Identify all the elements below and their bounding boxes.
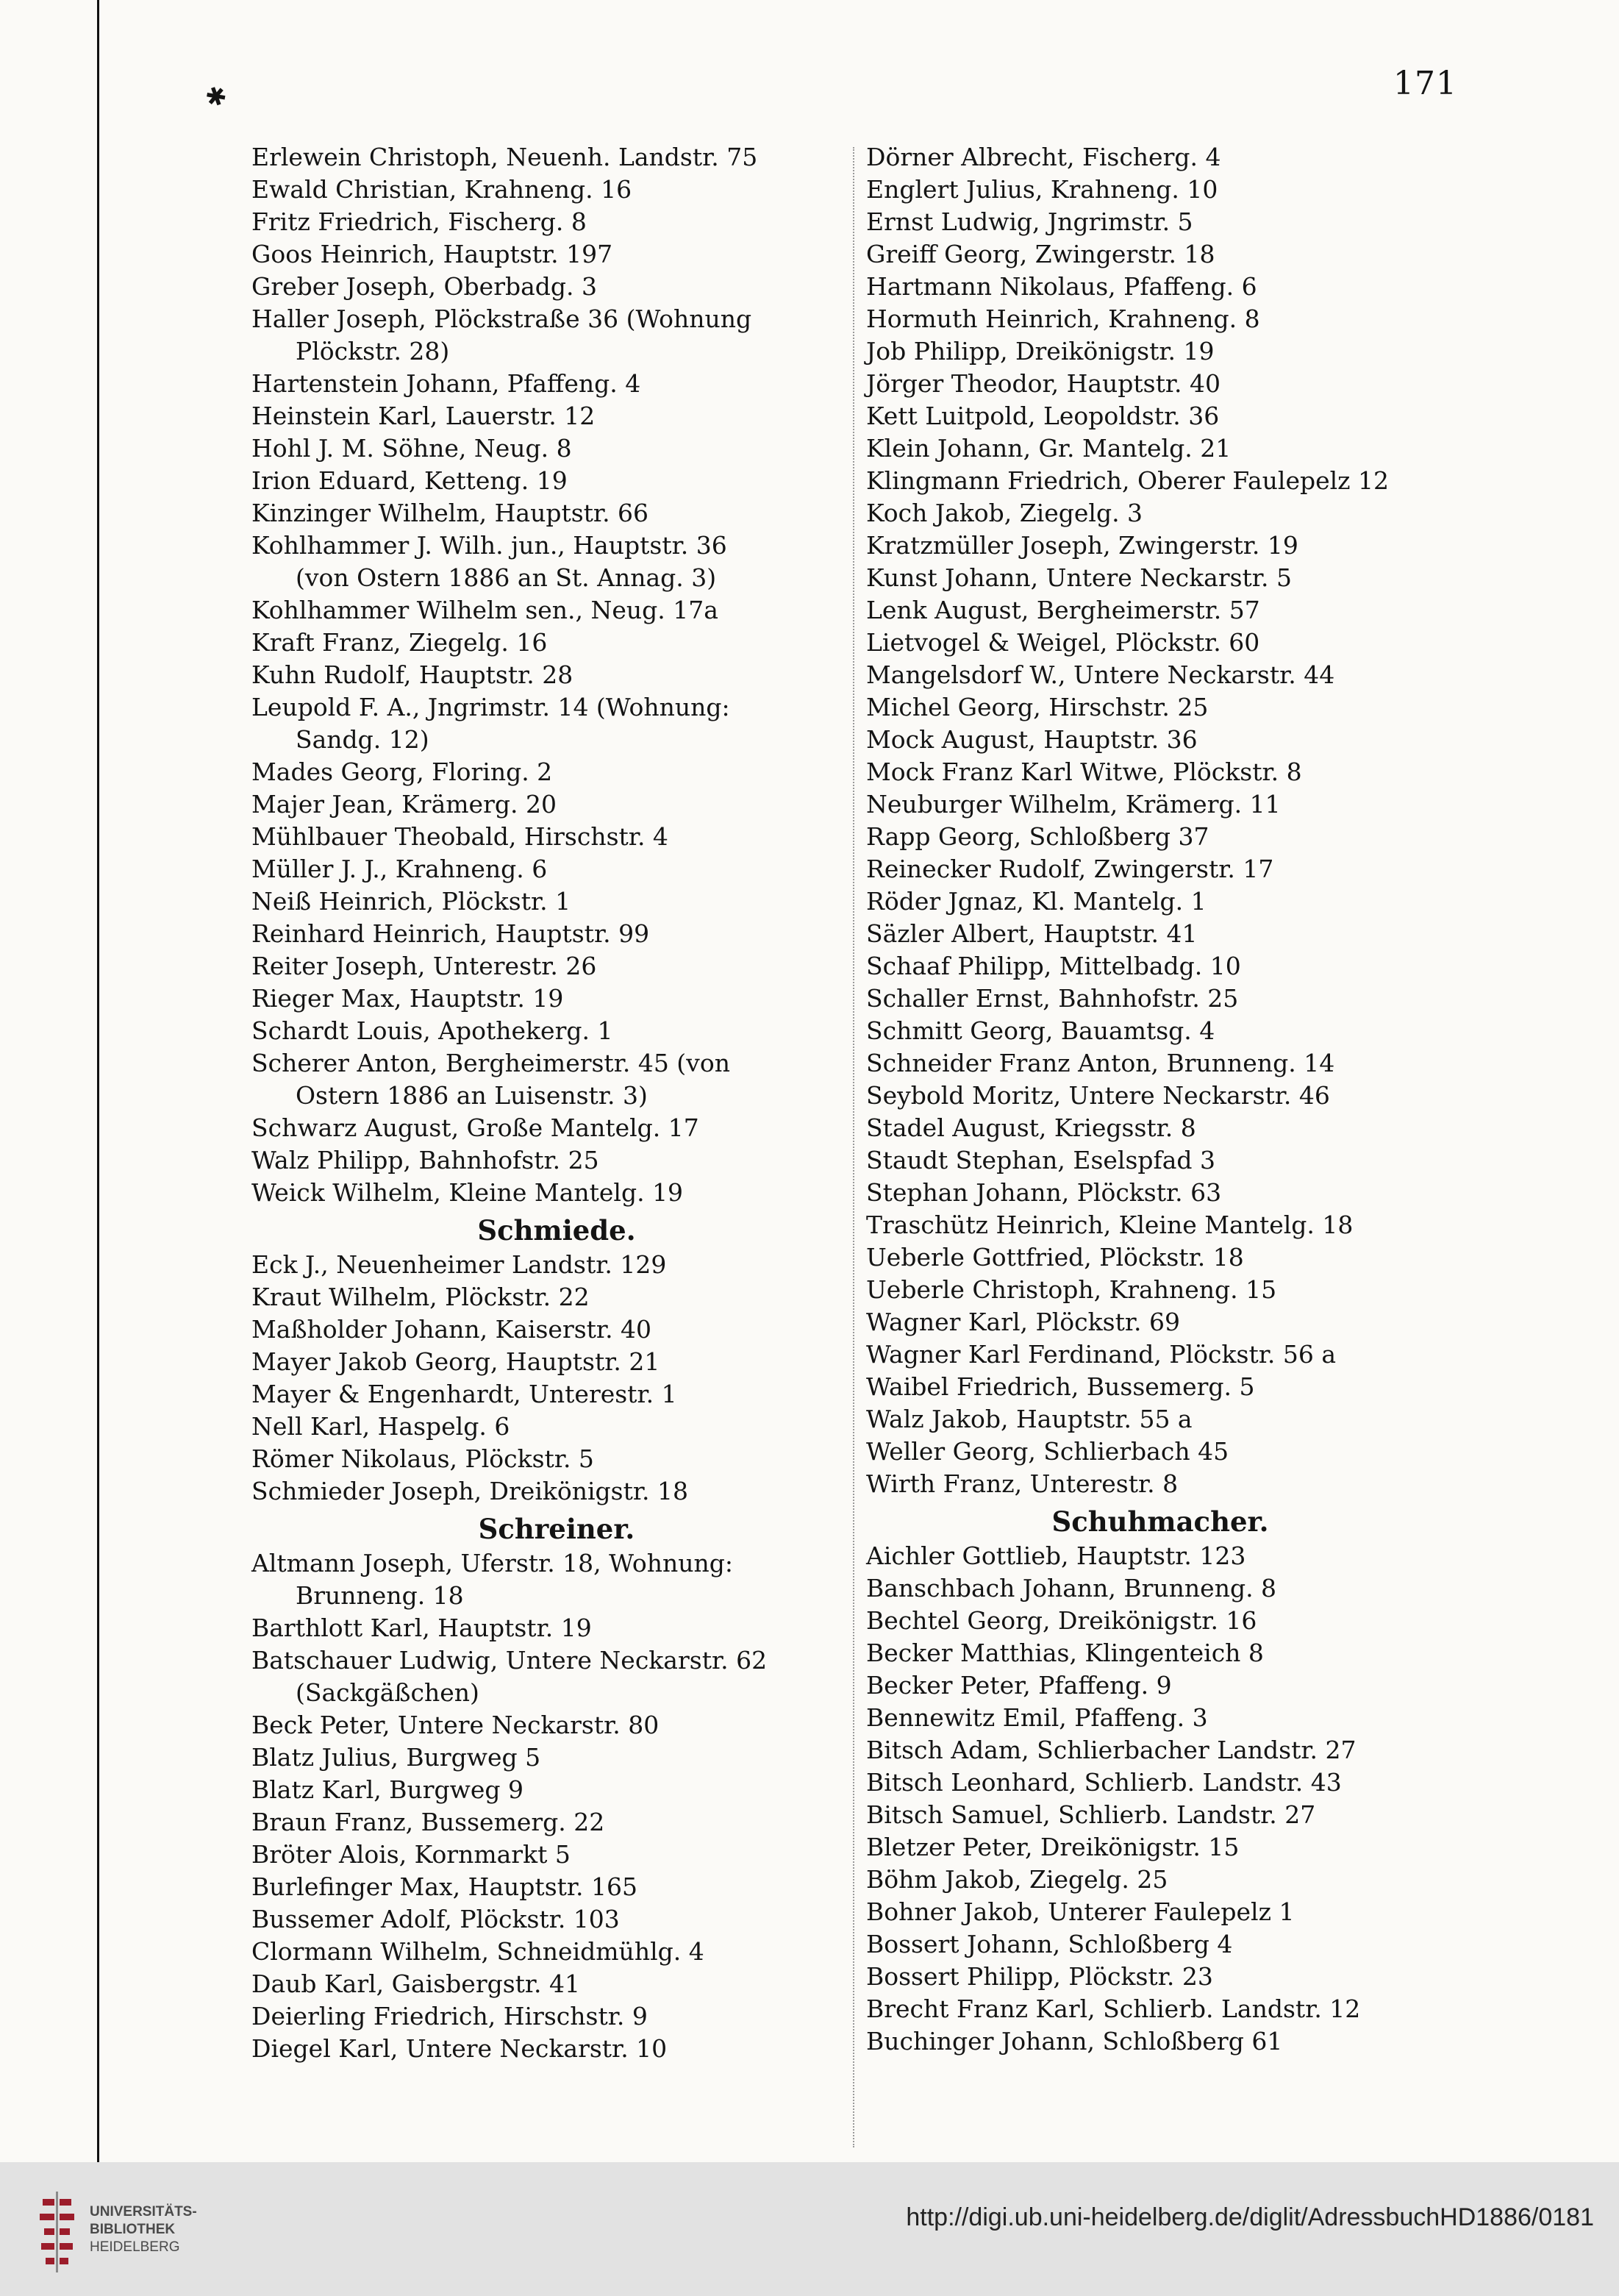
directory-entry: Bussemer Adolf, Plöckstr. 103 (251, 1905, 620, 1933)
directory-entry: Klingmann Friedrich, Oberer Faulepelz 12 (866, 466, 1390, 495)
university-library-logo-icon (37, 2192, 78, 2272)
directory-entry: Stephan Johann, Plöckstr. 63 (866, 1178, 1222, 1207)
entry-continuation: Plöckstr. 28) (296, 337, 450, 366)
directory-entry: Müller J. J., Krahneng. 6 (251, 855, 548, 883)
directory-entry: Barthlott Karl, Hauptstr. 19 (251, 1614, 592, 1642)
directory-entry: Mangelsdorf W., Untere Neckarstr. 44 (866, 660, 1335, 689)
directory-entry: Blatz Julius, Burgweg 5 (251, 1743, 541, 1772)
directory-entry: Klein Johann, Gr. Mantelg. 21 (866, 434, 1232, 463)
page-number: 171 (1393, 65, 1457, 102)
entry-continuation: (Sackgäßchen) (296, 1678, 479, 1707)
directory-entry: Röder Jgnaz, Kl. Mantelg. 1 (866, 887, 1207, 916)
directory-entry: Banschbach Johann, Brunneng. 8 (866, 1574, 1277, 1602)
directory-entry: Bitsch Leonhard, Schlierb. Landstr. 43 (866, 1768, 1342, 1797)
library-name (90, 2203, 197, 2256)
directory-entry: Ernst Ludwig, Jngrimstr. 5 (866, 207, 1193, 236)
directory-entry: Schardt Louis, Apothekerg. 1 (251, 1016, 613, 1045)
directory-entry: Säzler Albert, Hauptstr. 41 (866, 919, 1198, 948)
directory-entry: Becker Peter, Pfaffeng. 9 (866, 1671, 1172, 1700)
directory-entry: Walz Philipp, Bahnhofstr. 25 (251, 1146, 599, 1174)
directory-entry: Brecht Franz Karl, Schlierb. Landstr. 12 (866, 1994, 1361, 2023)
section-heading: Schreiner. (478, 1513, 635, 1545)
directory-entry: Bohner Jakob, Unterer Faulepelz 1 (866, 1897, 1295, 1926)
directory-entry: Ewald Christian, Krahneng. 16 (251, 175, 632, 204)
margin-mark: ✱ (201, 79, 232, 115)
directory-entry: Deierling Friedrich, Hirschstr. 9 (251, 2002, 648, 2031)
directory-entry: Kohlhammer Wilhelm sen., Neug. 17a (251, 596, 718, 624)
directory-entry: Hartenstein Johann, Pfaffeng. 4 (251, 369, 641, 398)
directory-entry: Schneider Franz Anton, Brunneng. 14 (866, 1049, 1335, 1077)
directory-entry: Seybold Moritz, Untere Neckarstr. 46 (866, 1081, 1330, 1110)
directory-entry: Erlewein Christoph, Neuenh. Landstr. 75 (251, 143, 758, 171)
directory-entry: Bitsch Samuel, Schlierb. Landstr. 27 (866, 1800, 1316, 1829)
directory-entry: Hohl J. M. Söhne, Neug. 8 (251, 434, 572, 463)
directory-entry: Mades Georg, Floring. 2 (251, 757, 553, 786)
directory-entry: Dörner Albrecht, Fischerg. 4 (866, 143, 1221, 171)
library-name-line2: BIBLIOTHEK (90, 2222, 176, 2237)
directory-entry: Weller Georg, Schlierbach 45 (866, 1437, 1229, 1466)
directory-entry: Schaller Ernst, Bahnhofstr. 25 (866, 984, 1239, 1013)
directory-entry: Lietvogel & Weigel, Plöckstr. 60 (866, 628, 1260, 657)
directory-entry: Kett Luitpold, Leopoldstr. 36 (866, 402, 1220, 430)
directory-entry: Weick Wilhelm, Kleine Mantelg. 19 (251, 1178, 684, 1207)
column-divider (853, 147, 854, 2147)
directory-entry: Neiß Heinrich, Plöckstr. 1 (251, 887, 571, 916)
directory-entry: Stadel August, Kriegsstr. 8 (866, 1113, 1196, 1142)
directory-entry: Mayer & Engenhardt, Unterestr. 1 (251, 1380, 677, 1408)
directory-entry: Koch Jakob, Ziegelg. 3 (866, 499, 1143, 527)
directory-entry: Beck Peter, Untere Neckarstr. 80 (251, 1711, 660, 1739)
page-binding-edge (97, 0, 99, 2162)
directory-entry: Daub Karl, Gaisbergstr. 41 (251, 1969, 581, 1998)
source-url-link[interactable]: http://digi.ub.uni-heidelberg.de/diglit/AdressbuchHD1886/0181 (906, 2203, 1594, 2231)
directory-entry: Haller Joseph, Plöckstraße 36 (Wohnung (251, 304, 752, 333)
directory-entry: Böhm Jakob, Ziegelg. 25 (866, 1865, 1168, 1894)
library-name-line3: HEIDELBERG (90, 2239, 180, 2255)
directory-entry: Irion Eduard, Ketteng. 19 (251, 466, 568, 495)
directory-entry: Bossert Johann, Schloßberg 4 (866, 1930, 1233, 1958)
directory-entry: Leupold F. A., Jngrimstr. 14 (Wohnung: (251, 693, 730, 721)
directory-entry: Bechtel Georg, Dreikönigstr. 16 (866, 1606, 1257, 1635)
directory-entry: Lenk August, Bergheimerstr. 57 (866, 596, 1260, 624)
directory-entry: Schwarz August, Große Mantelg. 17 (251, 1113, 699, 1142)
directory-entry: Mayer Jakob Georg, Hauptstr. 21 (251, 1347, 660, 1376)
section-heading: Schuhmacher. (1051, 1505, 1269, 1538)
directory-entry: Mock Franz Karl Witwe, Plöckstr. 8 (866, 757, 1302, 786)
directory-entry: Kratzmüller Joseph, Zwingerstr. 19 (866, 531, 1298, 560)
directory-entry: Greiff Georg, Zwingerstr. 18 (866, 240, 1215, 268)
directory-entry: Greber Joseph, Oberbadg. 3 (251, 272, 598, 301)
directory-entry: Bossert Philipp, Plöckstr. 23 (866, 1962, 1213, 1991)
directory-entry: Traschütz Heinrich, Kleine Mantelg. 18 (866, 1211, 1354, 1239)
directory-entry: Schaaf Philipp, Mittelbadg. 10 (866, 952, 1241, 980)
directory-entry: Job Philipp, Dreikönigstr. 19 (866, 337, 1215, 366)
directory-entry: Kohlhammer J. Wilh. jun., Hauptstr. 36 (251, 531, 727, 560)
directory-entry: Heinstein Karl, Lauerstr. 12 (251, 402, 596, 430)
directory-entry: Majer Jean, Krämerg. 20 (251, 790, 557, 819)
directory-entry: Maßholder Johann, Kaiserstr. 40 (251, 1315, 652, 1344)
directory-entry: Becker Matthias, Klingenteich 8 (866, 1639, 1264, 1667)
entry-continuation: Ostern 1886 an Luisenstr. 3) (296, 1081, 648, 1110)
directory-entry: Wirth Franz, Unterestr. 8 (866, 1469, 1179, 1498)
directory-entry: Braun Franz, Bussemerg. 22 (251, 1808, 605, 1836)
directory-entry: Walz Jakob, Hauptstr. 55 a (866, 1405, 1193, 1433)
directory-entry: Batschauer Ludwig, Untere Neckarstr. 62 (251, 1646, 768, 1675)
entry-continuation: Brunneng. 18 (296, 1581, 464, 1610)
library-name-line1: UNIVERSITÄTS- (90, 2204, 197, 2220)
directory-entry: Blatz Karl, Burgweg 9 (251, 1775, 524, 1804)
directory-entry: Wagner Karl Ferdinand, Plöckstr. 56 a (866, 1340, 1336, 1369)
directory-entry: Burlefinger Max, Hauptstr. 165 (251, 1872, 638, 1901)
directory-entry: Neuburger Wilhelm, Krämerg. 11 (866, 790, 1281, 819)
directory-entry: Bennewitz Emil, Pfaffeng. 3 (866, 1703, 1208, 1732)
directory-entry: Mühlbauer Theobald, Hirschstr. 4 (251, 822, 668, 851)
directory-entry: Michel Georg, Hirschstr. 25 (866, 693, 1209, 721)
directory-entry: Diegel Karl, Untere Neckarstr. 10 (251, 2034, 668, 2063)
directory-entry: Kuhn Rudolf, Hauptstr. 28 (251, 660, 573, 689)
directory-entry: Hartmann Nikolaus, Pfaffeng. 6 (866, 272, 1257, 301)
directory-entry: Aichler Gottlieb, Hauptstr. 123 (866, 1541, 1246, 1570)
directory-entry: Goos Heinrich, Hauptstr. 197 (251, 240, 613, 268)
section-heading: Schmiede. (477, 1214, 636, 1247)
directory-entry: Staudt Stephan, Eselspfad 3 (866, 1146, 1216, 1174)
left-column (251, 141, 862, 2065)
directory-entry: Reinecker Rudolf, Zwingerstr. 17 (866, 855, 1274, 883)
directory-entry: Clormann Wilhelm, Schneidmühlg. 4 (251, 1937, 704, 1966)
directory-entry: Bletzer Peter, Dreikönigstr. 15 (866, 1833, 1240, 1861)
directory-entry: Schmieder Joseph, Dreikönigstr. 18 (251, 1477, 688, 1505)
directory-entry: Reiter Joseph, Unterestr. 26 (251, 952, 597, 980)
directory-entry: Kinzinger Wilhelm, Hauptstr. 66 (251, 499, 649, 527)
directory-entry: Kunst Johann, Untere Neckarstr. 5 (866, 563, 1292, 592)
directory-entry: Waibel Friedrich, Bussemerg. 5 (866, 1372, 1255, 1401)
footer-bar (0, 2162, 1619, 2296)
directory-entry: Englert Julius, Krahneng. 10 (866, 175, 1218, 204)
directory-entry: Fritz Friedrich, Fischerg. 8 (251, 207, 587, 236)
directory-entry: Altmann Joseph, Uferstr. 18, Wohnung: (251, 1549, 733, 1577)
directory-entry: Reinhard Heinrich, Hauptstr. 99 (251, 919, 650, 948)
directory-entry: Eck J., Neuenheimer Landstr. 129 (251, 1250, 667, 1279)
entry-continuation: Sandg. 12) (296, 725, 429, 754)
right-column (866, 141, 1454, 2058)
directory-entry: Nell Karl, Haspelg. 6 (251, 1412, 510, 1441)
directory-entry: Kraut Wilhelm, Plöckstr. 22 (251, 1283, 590, 1311)
directory-entry: Ueberle Gottfried, Plöckstr. 18 (866, 1243, 1244, 1272)
directory-entry: Rieger Max, Hauptstr. 19 (251, 984, 564, 1013)
directory-entry: Hormuth Heinrich, Krahneng. 8 (866, 304, 1260, 333)
directory-entry: Schmitt Georg, Bauamtsg. 4 (866, 1016, 1215, 1045)
directory-entry: Römer Nikolaus, Plöckstr. 5 (251, 1444, 594, 1473)
directory-entry: Ueberle Christoph, Krahneng. 15 (866, 1275, 1277, 1304)
entry-continuation: (von Ostern 1886 an St. Annag. 3) (296, 563, 717, 592)
directory-entry: Rapp Georg, Schloßberg 37 (866, 822, 1209, 851)
directory-entry: Mock August, Hauptstr. 36 (866, 725, 1198, 754)
directory-entry: Bröter Alois, Kornmarkt 5 (251, 1840, 571, 1869)
directory-entry: Kraft Franz, Ziegelg. 16 (251, 628, 548, 657)
directory-entry: Scherer Anton, Bergheimerstr. 45 (von (251, 1049, 730, 1077)
directory-entry: Bitsch Adam, Schlierbacher Landstr. 27 (866, 1736, 1357, 1764)
directory-entry: Wagner Karl, Plöckstr. 69 (866, 1308, 1180, 1336)
directory-entry: Buchinger Johann, Schloßberg 61 (866, 2027, 1283, 2056)
directory-entry: Jörger Theodor, Hauptstr. 40 (866, 369, 1220, 398)
